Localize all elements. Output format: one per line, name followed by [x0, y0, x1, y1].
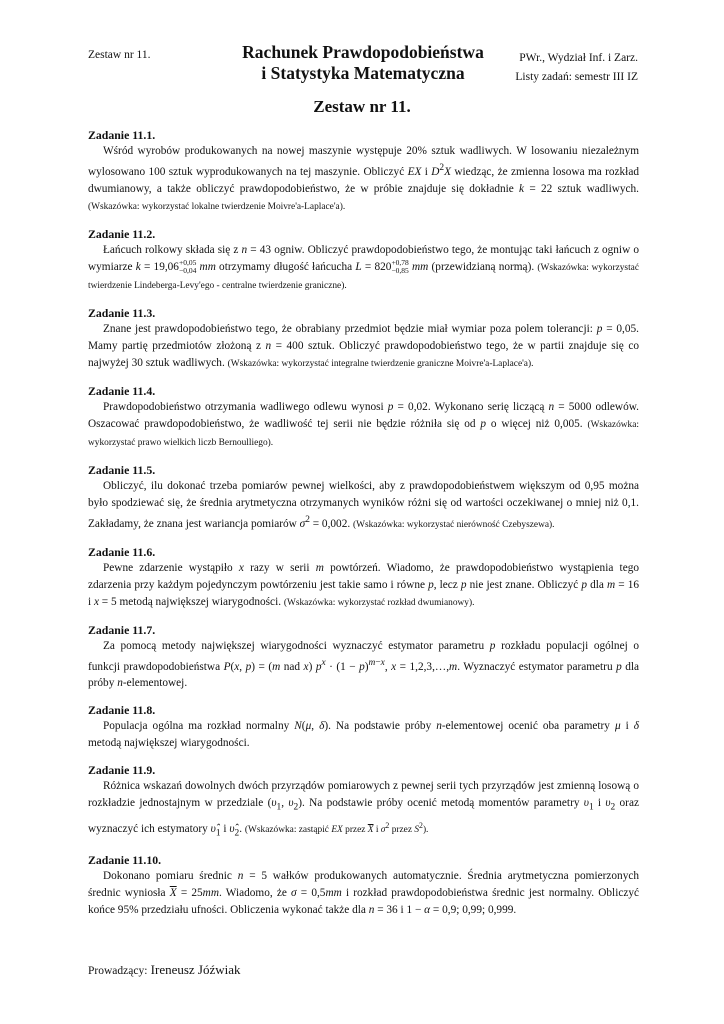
semester-info: Listy zadań: semestr III IZ	[515, 71, 638, 83]
task-title: Zadanie 11.3.	[88, 305, 156, 320]
course-title	[200, 42, 526, 84]
task	[88, 306, 639, 373]
task	[88, 463, 639, 534]
task-body: Populacja ogólna ma rozkład normalny N(μ, δ). Na podstawie próby n-elementowej ocenić oba parametry μ i δ metodą największej wiarygodności.	[88, 720, 640, 750]
set-number: Zestaw nr 11.	[88, 49, 151, 61]
task-title: Zadanie 11.2.	[88, 226, 156, 241]
task-title: Zadanie 11.7.	[88, 622, 156, 637]
task	[88, 128, 639, 216]
task	[88, 853, 639, 919]
task	[88, 763, 639, 842]
page-title: Zestaw nr 11.	[313, 97, 411, 116]
task	[88, 227, 639, 295]
task-body: Różnica wskazań dowolnych dwóch przyrządów pomiarowych z pewnej serii tych przyrządów jest zmienną losową o rozkładzie jednostajnym w przedziale ($\upsilon_1$, $\upsilon_2$). Na podstawie próby ocenić metodą momentów parametry $\upsilon_1$ i $\upsilon_2$ oraz wyznaczyć ich estymatory $\upsilon̂_1$ i $\upsilon̂_2$. (Wskazówka: zastąpić EX przez $\overline{X}$ i $\sigma^2$ przez $S^2$).	[88, 780, 639, 838]
task-title: Zadanie 11.10.	[88, 852, 162, 867]
task	[88, 384, 639, 452]
task-title: Zadanie 11.8.	[88, 703, 156, 718]
task-title: Zadanie 11.6.	[88, 544, 156, 559]
instructor-label: Prowadzący:	[88, 965, 148, 977]
task	[88, 545, 639, 612]
university-info: PWr., Wydział Inf. i Zarz.	[519, 52, 638, 64]
footer	[88, 962, 241, 978]
task-body: Prawdopodobieństwo otrzymania wadliwego odlewu wynosi p = 0,02. Wykonano serię liczącą n = 5000 odlewów. Oszacować prawdopodobieństwo, że wadliwość tej serii nie będzie różniła się od p o więcej niż 0,005. (Wskazówka: wykorzystać prawo wielkich liczb Bernoulliego).	[88, 400, 639, 448]
task-title: Zadanie 11.4.	[88, 383, 156, 398]
task-body: Za pomocą metody największej wiarygodności wyznaczyć estymator parametru p rozkładu populacji ogólnej o funkcji prawdopodobieństwa P(x, p) = (m nad x) $p^x \cdot (1 - p)^{m-x}$, x = 1,2,3,…,m. Wyznaczyć estymator parametru p dla próby n-elementowej.	[88, 639, 640, 690]
course-title-line-1: Rachunek Prawdopodobieństwa	[242, 42, 484, 62]
task-body: Obliczyć, ilu dokonać trzeba pomiarów pewnej wielkości, aby z prawdopodobieństwem większym od 0,95 można było spodziewać się, że średnia arytmetyczna otrzymanych wyników różni się od wartości oczekiwanej o mniej niż 0,1. Zakładamy, że znana jest wariancja pomiarów $\sigma^2 = 0,002$. (Wskazówka: wykorzystać nierówność Czebyszewa).	[88, 479, 639, 530]
header-info	[515, 49, 638, 87]
task	[88, 703, 639, 752]
task-body: Dokonano pomiaru średnic n = 5 wałków produkowanych automatycznie. Średnia arytmetyczna pomierzonych średnic wyniosła $\overline{X} = 25mm$. Wiadomo, że σ = 0,5mm i rozkład prawdopodobieństwa średnic jest normalny. Obliczyć końce 95% przedziału ufności. Obliczenia wykonać także dla n = 36 i 1 − α = 0,9; 0,99; 0,999.	[88, 869, 640, 916]
task-body: Pewne zdarzenie wystąpiło x razy w serii m powtórzeń. Wiadomo, że prawdopodobieństwo wystąpienia tego zdarzenia przy każdym pojedynczym powtórzeniu jest takie samo i równe p, lecz p nie jest znane. Obliczyć p dla m = 16 i x = 5 metodą największej wiarygodności. (Wskazówka: wykorzystać rozkład dwumianowy).	[88, 561, 640, 608]
instructor-name: Ireneusz Jóźwiak	[150, 962, 241, 977]
task-body: Wśród wyrobów produkowanych na nowej maszynie występuje 20% sztuk wadliwych. W losowaniu niezależnym wylosowano 100 sztuk wyprodukowanych na tej maszynie. Obliczyć EX i $D^2X$ wiedząc, że zmienna losowa ma rozkład dwumianowy, a także obliczyć prawdopodobieństwo, że w próbie znajduje się dokładnie k = 22 sztuk wadliwych. (Wskazówka: wykorzystać lokalne twierdzenie Moivre'a-Laplace'a).	[88, 145, 640, 212]
task-body: Łańcuch rolkowy składa się z n = 43 ogniw. Obliczyć prawdopodobieństwo tego, że montując taki łańcuch z ogniw o wymiarze k = 19,06+0,05 −0,04 mm otrzymamy długość łańcucha L = 820+0,78 −0,85 mm (przewidzianą normą). (Wskazówka: wykorzystać twierdzenie Lindeberga-Levy'ego - centralne twierdzenie graniczne).	[88, 243, 639, 291]
task-title: Zadanie 11.1.	[88, 128, 156, 142]
task-body: Znane jest prawdopodobieństwo tego, że obrabiany przedmiot będzie miał wymiar poza polem tolerancji: p = 0,05. Mamy partię przedmiotów złożoną z n = 400 sztuk. Obliczyć prawdopodobieństwo tego, że w partii znajduje się co najwyżej 30 sztuk wadliwych. (Wskazówka: wykorzystać integralne twierdzenie graniczne Moivre'a-Laplace'a).	[88, 322, 639, 369]
course-title-line-2: i Statystyka Matematyczna	[261, 63, 465, 83]
task-title: Zadanie 11.5.	[88, 462, 156, 477]
task-list	[88, 128, 639, 930]
task	[88, 623, 639, 693]
task-title: Zadanie 11.9.	[88, 763, 156, 778]
